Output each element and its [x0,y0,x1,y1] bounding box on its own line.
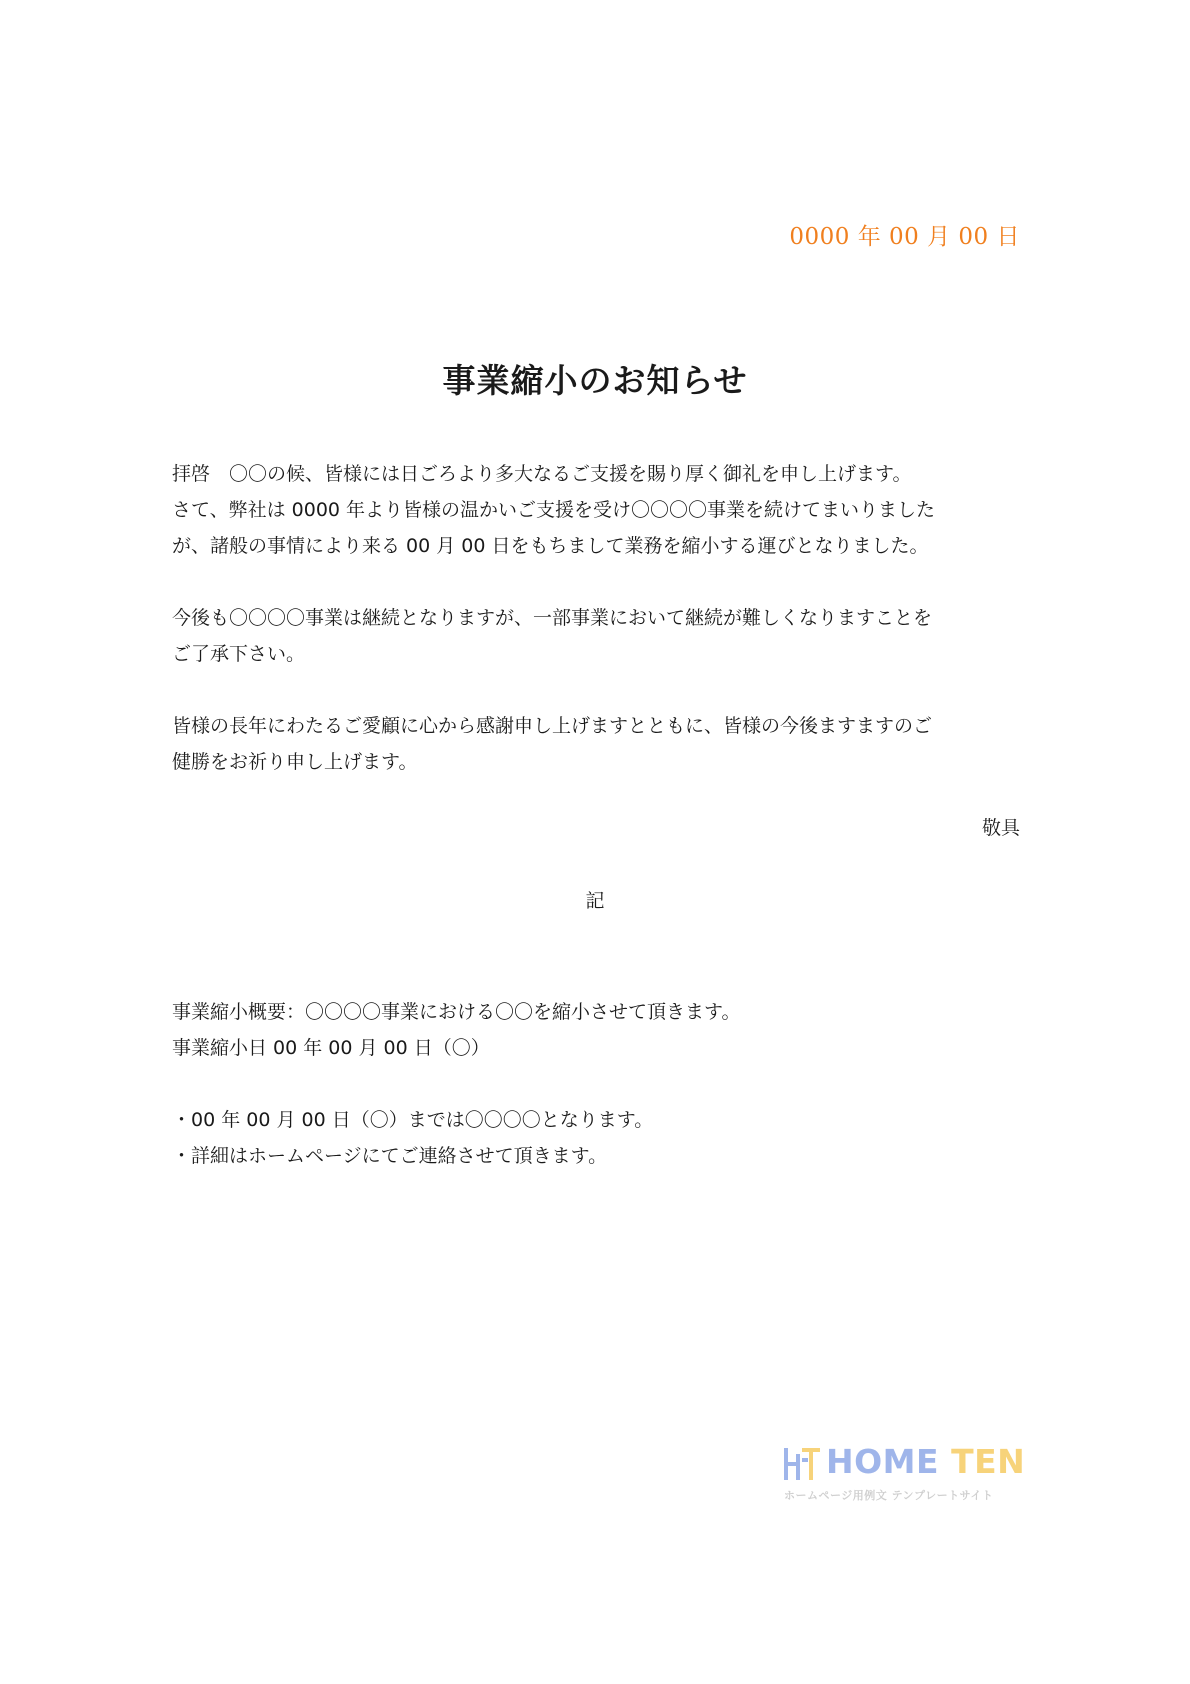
paragraph-gap [172,564,1032,600]
body-line: 皆様の長年にわたるご愛顧に心から感謝申し上げますとともに、皆様の今後ますますのご [172,715,933,737]
ki-heading: 記 [585,890,605,912]
body-line: が、諸般の事情により来る 00 月 00 日をもちまして業務を縮小する運びとなりました。 [172,535,929,557]
details-summary: 事業縮小概要：〇〇〇〇事業における〇〇を縮小させて頂きます。 [172,1001,741,1023]
paragraph-gap [172,672,1032,708]
hometen-logo-mark-icon [782,1446,822,1482]
body-line: 健勝をお祈り申し上げます。 [172,751,418,773]
details-note: ・詳細はホームページにてご連絡させて頂きます。 [172,1145,608,1167]
hometen-wordmark [826,1442,1025,1481]
body-line: 今後も〇〇〇〇事業は継続となりますが、一部事業において継続が難しくなりますことを [172,607,933,629]
document-title: 事業縮小のお知らせ [442,361,748,400]
body-line: さて、弊社は 0000 年より皆様の温かいご支援を受け〇〇〇〇事業を続けてまいりました [172,499,936,521]
document-date: 0000 年 00 月 00 日 [789,224,1020,250]
logo-tagline: ホームページ用例文 テンプレートサイト [784,1489,994,1502]
hometen-logo [782,1442,1026,1504]
body-line: ご了承下さい。 [172,643,306,665]
closing-phrase: 敬具 [981,817,1020,839]
details-note: ・00 年 00 月 00 日（〇）までは〇〇〇〇となります。 [172,1109,654,1131]
body-line: 拝啓 〇〇の候、皆様には日ごろより多大なるご支援を賜り厚く御礼を申し上げます。 [172,463,912,485]
details-date: 事業縮小日 00 年 00 月 00 日（〇） [172,1037,490,1059]
paragraph-gap [172,1066,1032,1102]
details-section [172,994,1032,1174]
logo-ten-text: TEN [951,1442,1026,1481]
letter-body [172,456,1032,780]
logo-home-text: HOME [826,1442,940,1481]
